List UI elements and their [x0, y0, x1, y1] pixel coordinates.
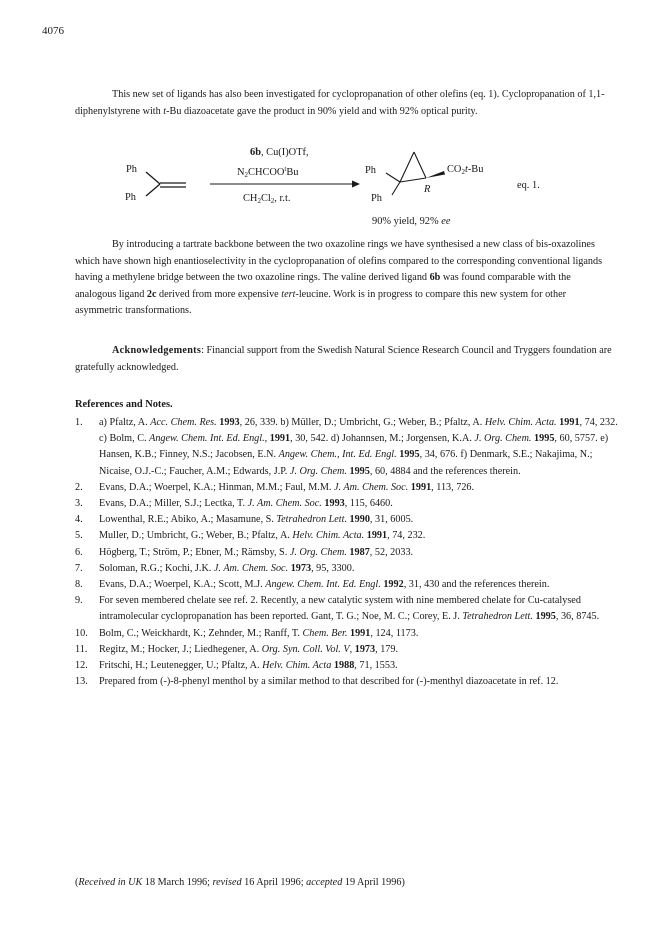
- p2-b: was found comparable with the analogous ligand: [75, 272, 571, 300]
- intro-paragraph: [75, 87, 613, 120]
- reagent-line-2: [237, 165, 298, 179]
- references-heading: References and Notes.: [75, 399, 173, 410]
- ligand-6b: 6b: [250, 147, 261, 158]
- received-c: revised: [212, 877, 242, 888]
- ester-sub: 2: [461, 168, 465, 176]
- p2-bold-2: 2c: [146, 288, 157, 300]
- reference-item: [75, 545, 620, 561]
- ack-heading: Acknowledgements: [112, 345, 202, 356]
- paragraph-2: [75, 237, 613, 320]
- intro-text-end: -Bu diazoacetate gave the product in 90% yield and with 92% optical purity.: [166, 105, 478, 117]
- reference-number: 13.: [75, 676, 88, 688]
- reference-text: Regitz, M.; Hocker, J.; Liedhegener, A. Org. Syn. Coll. Vol. V, 1973, 179.: [99, 643, 399, 655]
- reference-number: 4.: [75, 514, 83, 526]
- reference-text: For seven membered chelate see ref. 2. Recently, a new catalytic system with nine membered chelate for Cu-catalysed intramolecular cyclopropanation has been reported. Gant, T. G.; Noe, M. C.; Corey, E. J. Tetrahedron Lett. 1995, 36, 8745.: [99, 595, 600, 623]
- p2-d: -leucine. Work is in progress to compare this new system for other asymmetric transformations.: [75, 288, 567, 317]
- reference-item: [75, 626, 620, 642]
- r2-b: CHCOO: [248, 167, 285, 178]
- reaction-scheme: [120, 140, 640, 240]
- reference-number: 9.: [75, 595, 83, 607]
- reference-number: 8.: [75, 579, 83, 591]
- sol-a: CH: [243, 193, 258, 204]
- sol-sub1: 2: [257, 197, 261, 205]
- reference-text: Muller, D.; Umbricht, G.; Weber, B.; Pfaltz, A. Helv. Chim. Acta. 1991, 74, 232.: [99, 530, 426, 542]
- reference-text: Evans, D.A.; Miller, S.J.; Lectka, T. J. Am. Chem. Soc. 1993, 115, 6460.: [99, 498, 393, 510]
- reference-number: 6.: [75, 546, 83, 558]
- received-e: accepted: [306, 877, 343, 888]
- reference-text: Lowenthal, R.E.; Abiko, A.; Masamune, S. Tetrahedron Lett. 1990, 31, 6005.: [99, 514, 414, 526]
- product-ester: [447, 164, 483, 176]
- equation-label: eq. 1.: [517, 180, 540, 191]
- reagent-line-1: [250, 147, 309, 158]
- reference-item: [75, 674, 620, 690]
- reaction-drawing: [120, 140, 540, 235]
- reference-number: 2.: [75, 481, 83, 493]
- reactant-ph-top: Ph: [126, 164, 137, 175]
- yield-label: [372, 216, 451, 227]
- solvent-label: [243, 193, 290, 205]
- yield-ee: ee: [441, 216, 451, 227]
- page-number: 4076: [42, 25, 64, 37]
- received-f: 19 April 1996: [342, 877, 402, 888]
- p2-c: derived from more expensive: [156, 288, 282, 300]
- product-ph-bottom: Ph: [371, 193, 382, 204]
- received-line: (Received in UK 18 March 1996; revised 16 April 1996; accepted 19 April 1996): [75, 877, 405, 888]
- reference-text: a) Pfaltz, A. Acc. Chem. Res. 1993, 26, 339. b) Müller, D.; Umbricht, G.; Weber, B.; Pfaltz, A. Helv. Chim. Acta. 1991, 74, 232. c) Bolm, C. Angew. Chem. Int. Ed. Engl., 1991, 30, 542. d) Johannsen, M.; Jorgensen, K.A. J. Org. Chem. 1995, 60, 5757. e) Hansen, K.B.; Finney, N.S.; Jacobsen, E.N. Angew. Chem., Int. Ed. Engl. 1995, 34, 676. f) Denmark, S.E.; Nakajima, N.; Nicaise, O.J.-C.; Faucher, A.M.; Edwards, J.P. J. Org. Chem. 1995, 60, 4884 and the references therein.: [99, 417, 618, 477]
- reference-text: Prepared from (-)-8-phenyl menthol by a similar method to that described for (-)-menthyl diazoacetate in ref. 12.: [99, 676, 559, 688]
- reference-text: Fritschi, H.; Leutenegger, U.; Pfaltz, A. Helv. Chim. Acta 1988, 71, 1553.: [99, 660, 398, 672]
- reference-text: Soloman, R.G.; Kochi, J.K. J. Am. Chem. Soc. 1973, 95, 3300.: [99, 562, 355, 574]
- sol-sub2: 2: [270, 197, 275, 205]
- p2-bold-1: 6b: [429, 272, 441, 284]
- reference-item: [75, 415, 620, 480]
- received-b: 18 March 1996;: [142, 877, 213, 888]
- ack-text: : Financial support from the Swedish Natural Science Research Council and Tryggers foundation are gratefully acknowledged.: [75, 345, 612, 373]
- r2-c: Bu: [286, 167, 299, 178]
- reference-item: [75, 480, 620, 496]
- ester-a: CO: [447, 164, 462, 175]
- r2-sup: t: [284, 165, 287, 173]
- ester-italic: t: [464, 164, 468, 175]
- reference-item: [75, 658, 620, 674]
- reference-number: 5.: [75, 530, 83, 542]
- references-list: [75, 415, 620, 690]
- intro-text: This new set of ligands has also been investigated for cyclopropanation of other olefins (eq. 1). Cyclopropanation of 1,1-diphenylstyrene with: [75, 89, 605, 117]
- reference-text: Högberg, T.; Ström, P.; Ebner, M.; Rämsby, S. J. Org. Chem. 1987, 52, 2033.: [99, 546, 414, 558]
- reagent-rest: , Cu(I)OTf,: [260, 147, 309, 158]
- reference-item: [75, 528, 620, 544]
- received-a: Received in UK: [78, 877, 143, 888]
- product-r-label: R: [424, 184, 431, 195]
- reference-item: [75, 642, 620, 658]
- reference-item: [75, 593, 620, 625]
- reference-item: [75, 496, 620, 512]
- reference-text: Evans, D.A.; Woerpel, K.A.; Hinman, M.M.; Faul, M.M. J. Am. Chem. Soc. 1991, 113, 726.: [99, 481, 475, 493]
- r2-a: N: [237, 167, 245, 178]
- reference-number: 7.: [75, 562, 83, 574]
- p2-a: By introducing a tartrate backbone between the two oxazoline rings we have synthesised a new class of bis-oxazolines which have shown high enantioselectivity in the cyclopropanation of olefins compared to the corresponding conventional ligands having a methylene bridge between the two oxazoline rings. The valine derived ligand: [75, 239, 603, 284]
- reference-number: 11.: [75, 643, 88, 655]
- sol-c: , r.t.: [274, 193, 291, 204]
- reference-item: [75, 577, 620, 593]
- reference-number: 1.: [75, 417, 83, 428]
- reference-item: [75, 512, 620, 528]
- sol-b: Cl: [260, 193, 271, 204]
- intro-italic: t: [163, 105, 167, 117]
- r2-sub: 2: [244, 171, 249, 179]
- reference-text: Bolm, C.; Weickhardt, K.; Zehnder, M.; Ranff, T. Chem. Ber. 1991, 124, 1173.: [99, 627, 419, 639]
- reference-item: [75, 561, 620, 577]
- received-d: 16 April 1996;: [241, 877, 307, 888]
- reference-text: Evans, D.A.; Woerpel, K.A.; Scott, M.J. Angew. Chem. Int. Ed. Engl. 1992, 31, 430 and the references therein.: [99, 579, 550, 591]
- reference-number: 10.: [75, 627, 88, 639]
- yield-text: 90% yield, 92%: [372, 216, 442, 227]
- ester-b: -Bu: [467, 164, 484, 175]
- acknowledgements: [75, 343, 613, 376]
- reference-number: 12.: [75, 660, 88, 672]
- product-ph-top: Ph: [365, 165, 376, 176]
- reactant-ph-bottom: Ph: [125, 192, 136, 203]
- reference-number: 3.: [75, 498, 83, 510]
- p2-italic: tert: [281, 288, 296, 300]
